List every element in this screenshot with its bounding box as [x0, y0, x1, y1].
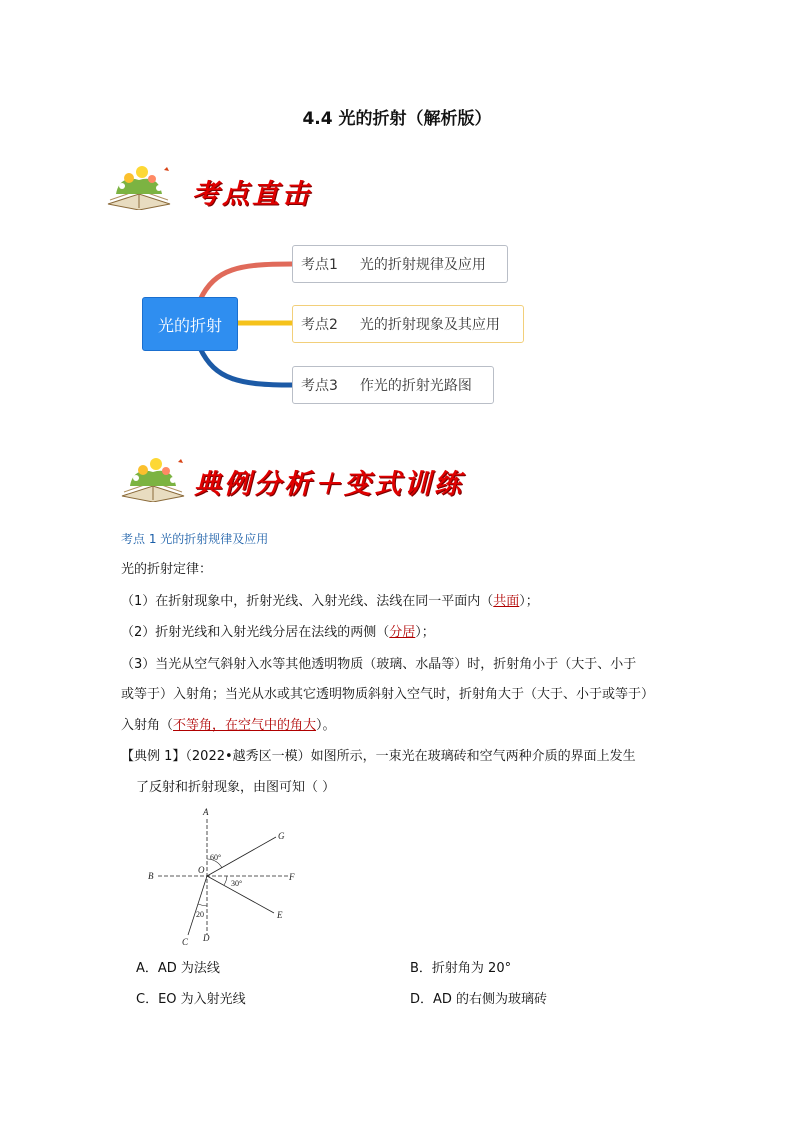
label-A: A	[203, 807, 209, 817]
branch-number: 考点3	[301, 378, 338, 394]
law-text: （2）折射光线和入射光线分居在法线的两侧（	[121, 625, 390, 640]
branch-number: 考点2	[301, 317, 338, 333]
label-F: F	[289, 872, 295, 882]
label-D: D	[203, 933, 210, 943]
label-E: E	[277, 910, 283, 920]
connector-1	[200, 264, 292, 300]
law-text: （1）在折射现象中，折射光线、入射光线、法线在同一平面内（	[121, 594, 494, 609]
label-G: G	[278, 831, 285, 841]
law-line-3b: 或等于）入射角；当光从水或其它透明物质斜射入空气时，折射角大于（大于、小于或等于）	[121, 687, 655, 702]
law-text: ）；	[519, 594, 539, 609]
law-line-1	[121, 592, 681, 612]
page-title: 4.4 光的折射（解析版）	[302, 109, 492, 129]
label-O: O	[198, 865, 205, 875]
branch-number: 考点1	[301, 257, 338, 273]
law-text: 入射角（	[121, 718, 174, 733]
law-text: ）；	[415, 625, 435, 640]
option-c: C．EO 为入射光线	[136, 992, 246, 1007]
example-label: 【典例 1】	[121, 749, 186, 764]
kaodian-heading: 考点 1 光的折射规律及应用	[121, 532, 269, 546]
mindmap-branch-3	[292, 366, 494, 404]
answer-text: 不等角，在空气中的角大	[173, 718, 317, 733]
refraction-diagram	[140, 805, 310, 950]
answer-text: 分居	[389, 625, 416, 640]
branch-label: 作光的折射光路图	[359, 378, 472, 394]
answer-text: 共面	[493, 594, 520, 609]
label-B: B	[148, 871, 154, 881]
option-b: B．折射角为 20°	[410, 961, 512, 976]
branch-label: 光的折射规律及应用	[359, 257, 486, 273]
example-stem-1	[121, 747, 691, 767]
example-stem-2: 了反射和折射现象，由图可知（ ）	[136, 780, 336, 795]
mindmap-branch-1	[292, 245, 508, 283]
law-intro: 光的折射定律：	[121, 562, 213, 577]
law-line-3c	[121, 716, 681, 736]
book-flowers-icon	[118, 456, 188, 502]
example-stem: 如图所示，一束光在玻璃砖和空气两种介质的界面上发生	[310, 749, 636, 764]
label-C: C	[182, 937, 189, 947]
law-line-2	[121, 623, 681, 643]
section-title-kaodian: 考点直击	[192, 179, 312, 210]
angle-30: 30°	[231, 879, 243, 888]
option-d: D．AD 的右侧为玻璃砖	[410, 992, 548, 1007]
angle-60: 60°	[210, 853, 222, 862]
branch-label: 光的折射现象及其应用	[359, 317, 500, 333]
section-title-examples: 典例分析＋变式训练	[194, 469, 464, 500]
mindmap-branch-2	[292, 305, 524, 343]
law-line-3a: （3）当光从空气斜射入水等其他透明物质（玻璃、水晶等）时，折射角小于（大于、小于	[121, 657, 637, 672]
example-source: （2022•越秀区一模）	[185, 749, 311, 764]
mindmap-center: 光的折射	[142, 297, 238, 351]
connector-3	[200, 348, 292, 385]
angle-20: 20	[196, 910, 204, 919]
law-text: ）。	[316, 718, 336, 733]
option-a: A．AD 为法线	[136, 961, 220, 976]
